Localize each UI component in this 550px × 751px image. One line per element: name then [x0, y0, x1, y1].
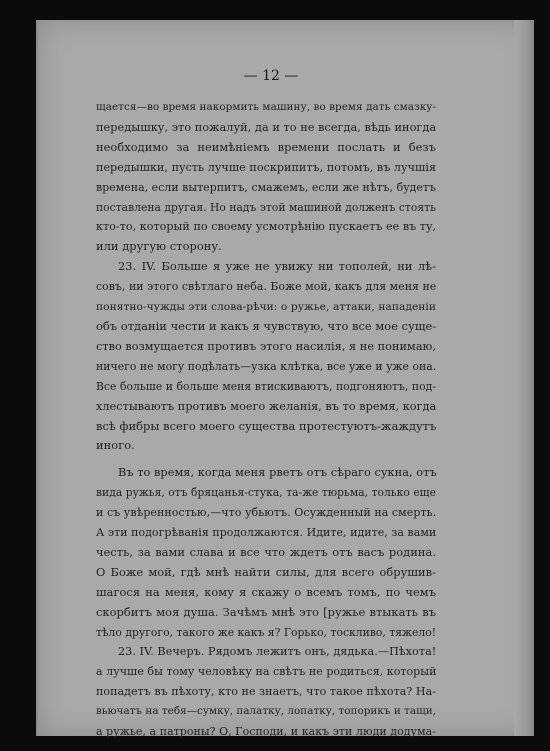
text-line: совъ, ни этого свѣтлаго неба. Боже мой, какъ для меня не — [96, 280, 437, 294]
text-line: Въ то время, когда меня рветъ отъ сѣраго сукна, отъ — [118, 466, 437, 480]
text-line: честь, за вами слава и все что ждетъ отъ васъ родина. — [96, 544, 436, 559]
text-line: О Боже мой, гдѣ мнѣ найти силы, для всего обрушив- — [96, 564, 436, 579]
text-line: кто-то, который по своему усмотрѣнiю пускаетъ ее въ ту, — [96, 220, 437, 234]
text-line: 23. IV. Вечеръ. Рядомъ лежитъ онъ, дядька.—Пѣхота! — [118, 645, 437, 659]
text-line: А эти подогрѣванiя продолжаются. Идите, идите, за вами — [96, 526, 437, 540]
text-line: понятно-чужды эти слова-рѣчи: о ружье, аттаки, нападенiи — [96, 300, 436, 314]
text-line: а ружье, а патроны? О, Господи, и какъ эти люди додума- — [96, 725, 436, 739]
text-line: необходимо за неимѣнiемъ времени послать и безъ — [96, 139, 436, 154]
page-body-text — [96, 98, 436, 742]
paragraph-4 — [96, 642, 436, 742]
text-line: и съ увѣренностью,—что убьютъ. Осужденный на смерть. — [96, 506, 437, 520]
text-line: тѣло другого, такого же какъ я? Горько, тоскливо, тяжело! — [96, 625, 437, 639]
text-line: попадетъ въ пѣхоту, кто не знаетъ, что такое пѣхота? На- — [96, 685, 436, 699]
page-number: — 12 — — [243, 68, 299, 84]
text-line: объ отданiи чести и какъ я чувствую, что все мое суще- — [96, 318, 437, 333]
text-line: всѣ фибры всего моего существа протестуютъ-жаждутъ — [96, 418, 437, 433]
text-line: шагося на меня, кому я скажу о всемъ томъ, по чемъ — [96, 584, 436, 599]
text-line: а лучше бы тому человѣку на свѣтъ не родиться, который — [96, 665, 437, 679]
text-line: передышки, пусть лучше поскрипитъ, потомъ, въ лучшiя — [96, 160, 436, 174]
text-line: 23. IV. Больше я уже не увижу ни тополей, ни лѣ- — [118, 259, 436, 274]
text-line: иного. — [96, 438, 135, 453]
page-edge — [514, 20, 534, 736]
text-line: поставлена другая. Но надъ этой машиной долженъ стоять — [96, 200, 436, 214]
text-line: или другую сторону. — [96, 239, 222, 254]
paragraph-1 — [96, 98, 436, 257]
text-line: щается—во время накормить машину, во время дать смазку- — [96, 101, 436, 113]
text-line: вида ружья, отъ бряцанья-стука, та-же тюрьма, только еще — [96, 486, 436, 500]
text-line: вьючатъ на тебя—сумку, палатку, лопатку, топорикъ и тащи, — [96, 705, 436, 718]
text-line: скорбитъ моя душа. Зачѣмъ мнѣ это [ружье втыкать въ — [96, 604, 436, 619]
text-line: передышку, это пожалуй, да и то не всегда, вѣдь иногда — [96, 120, 437, 134]
paragraph-3 — [96, 463, 436, 642]
text-line: Все больше и больше меня втискиваютъ, подгоняютъ, под- — [96, 379, 436, 393]
paragraph-2 — [96, 257, 436, 456]
text-line: времена, если вытерпитъ, смажемъ, если же нѣтъ, будетъ — [96, 180, 436, 194]
text-line: ничего не могу подѣлать—узка клѣтка, все уже и уже она. — [96, 359, 437, 373]
text-line: хлестываютъ противъ моего желанiя, въ то время, когда — [96, 399, 437, 413]
text-line: ство возмущается противъ этого насилiя, я не понимаю, — [96, 339, 436, 353]
